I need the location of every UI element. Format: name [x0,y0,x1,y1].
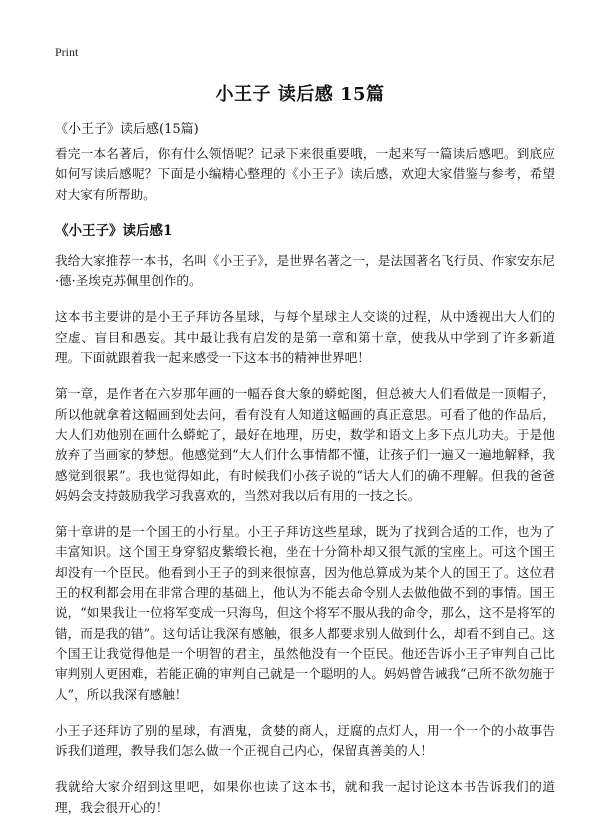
print-link[interactable]: Print [55,45,79,59]
document-subtitle: 《小王子》读后感(15篇) [55,122,199,137]
body-paragraph: 第十章讲的是一个国王的小行星。小王子拜访这些星球，既为了找到合适的工作，也为了丰富知识。这个国王身穿貂皮紫缎长袍，坐在十分简朴却又很气派的宝座上。可这个国王却没有一个臣民。他看到小王子的到来很惊喜，因为他总算成为某个人的国王了。这位君王的权利都会用在非常合理的基础上，他认为不能去命令别人去做他做不到的事情。国王说，“如果我让一位将军变成一只海鸟，但这个将军不服从我的命令，那么，这不是将军的错，而是我的错”。这句话让我深有感触，很多人都要求别人做到什么，却看不到自己。这个国王让我觉得他是一个明智的君主，虽然他没有一个臣民。他还告诉小王子审判自己比审判别人更困难，若能正确的审判自己就是一个聪明的人。妈妈曾告诫我“己所不欲勿施于人”，所以我深有感触！ [55,524,555,702]
body-paragraph: 这本书主要讲的是小王子拜访各星球，与每个星球主人交谈的过程，从中透视出大人们的空虚、盲目和愚妄。其中最让我有启发的是第一章和第十章，使我从中学到了许多新道理。下面就跟着我一起来感受一下这本书的精神世界吧！ [55,309,555,366]
section-heading: 《小王子》读后感1 [55,222,173,239]
body-paragraph: 第一章，是作者在六岁那年画的一幅吞食大象的蟒蛇图，但总被大人们看做是一顶帽子，所以他就拿着这幅画到处去问，看有没有人知道这幅画的真正意思。可看了他的作品后，大人们劝他别在画什么蟒蛇了，最好在地理，历史，数学和语文上多下点儿功夫。于是他放弃了当画家的梦想。他感觉到“大人们什么事情都不懂，让孩子们一遍又一遍地解释，我感觉到很累”。我也觉得如此，有时候我们小孩子说的“话大人们的确不理解。但我的爸爸妈妈会支持鼓励我学习我喜欢的，当然对我以后有用的一技之长。 [55,386,555,503]
article-body [55,144,555,834]
body-paragraph: 我就给大家介绍到这里吧，如果你也读了这本书，就和我一起讨论这本书告诉我们的道理，我会很开心的！ [55,779,555,815]
page-title: 小王子 读后感 15篇 [215,84,385,105]
body-paragraph: 我给大家推荐一本书，名叫《小王子》，是世界名著之一，是法国著名飞行员、作家安东尼·德·圣埃克苏佩里创作的。 [55,252,555,289]
intro-paragraph: 看完一本名著后，你有什么领悟呢？记录下来很重要哦，一起来写一篇读后感吧。到底应如何写读后感呢？下面是小编精心整理的《小王子》读后感，欢迎大家借鉴与参考，希望对大家有所帮助。 [55,146,555,202]
body-paragraph: 小王子还拜访了别的星球，有酒鬼，贪婪的商人，迂腐的点灯人，用一个一个的小故事告诉我们道理，教导我们怎么做一个正视自己内心，保留真善美的人！ [55,722,555,759]
